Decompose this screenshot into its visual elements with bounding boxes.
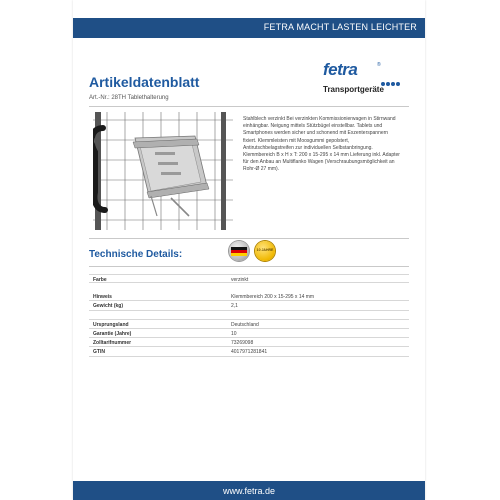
spec-key: Ursprungsland <box>93 322 129 329</box>
guarantee-badge-icon <box>255 241 275 261</box>
spec-key: Zolltarifnummer <box>93 339 132 346</box>
spec-row <box>89 301 409 310</box>
spec-key: Hinweis <box>93 293 112 300</box>
logo-tagline: Transportgeräte <box>323 85 384 94</box>
product-description: Stahlblech verzinkt Bei verzinkten Kommissionierwagen in Stirnwand einhängbar. Neigung mittels Stützbügel einstellbar. Tablets und Smartphones werden sicher und schonend mit Exzenterspannern fixiert. Klemmleisten mit Moosgummi gepolstert, Antirutschbelagstreifen zur individuellen Selbstanbringung. Klemmbereich B x H x T: 200 x 15-295 x 14 mm Lieferung inkl. Adapter für den Anbau an Multiflanko Wagen (Verschraubungsmöglichkeit an Rohr-Ø 27 mm). <box>243 116 400 173</box>
spec-row <box>89 274 409 283</box>
spec-row <box>89 329 409 338</box>
section-divider-bottom <box>89 266 409 267</box>
logo-wordmark: fetra <box>323 60 358 79</box>
footer-website-link[interactable]: www.fetra.de <box>222 486 276 496</box>
spec-value: 2,1 <box>231 303 238 310</box>
header-bar <box>73 18 425 38</box>
datasheet-page <box>73 0 425 500</box>
product-image <box>93 112 233 230</box>
spec-row <box>89 347 409 356</box>
technical-details-heading: Technische Details: <box>89 249 183 260</box>
guarantee-badge-label: 10 JAHRE <box>256 248 274 252</box>
spec-key: GTIN <box>93 349 105 356</box>
logo-dots-icon <box>381 73 401 91</box>
header-divider <box>89 106 409 107</box>
header-slogan: FETRA MACHT LASTEN LEICHTER <box>263 22 417 32</box>
spec-row-spacer <box>89 311 409 320</box>
spec-value: 4017971281841 <box>231 349 268 356</box>
document-title: Artikeldatenblatt <box>89 74 200 90</box>
made-in-germany-badge-icon <box>229 241 249 261</box>
spec-row-spacer <box>89 283 409 292</box>
spec-value: 10 <box>231 330 237 337</box>
document-subtitle: Art.-Nr.: 28TH Tablethalterung <box>89 95 169 101</box>
footer-bar <box>73 481 425 500</box>
section-divider-top <box>89 238 409 239</box>
spec-table <box>89 274 409 357</box>
spec-value: Deutschland <box>231 322 259 329</box>
fetra-logo <box>319 60 409 100</box>
spec-value: verzinkt <box>231 277 249 283</box>
spec-row <box>89 319 409 328</box>
spec-row <box>89 338 409 347</box>
spec-key: Garantie (Jahre) <box>93 330 132 337</box>
logo-registered-mark: ® <box>377 62 381 68</box>
spec-value: 73269098 <box>231 339 254 346</box>
spec-row <box>89 292 409 301</box>
spec-key: Farbe <box>93 277 107 283</box>
spec-key: Gewicht (kg) <box>93 303 124 310</box>
spec-value: Klemmbereich 200 x 15-295 x 14 mm <box>231 293 315 300</box>
